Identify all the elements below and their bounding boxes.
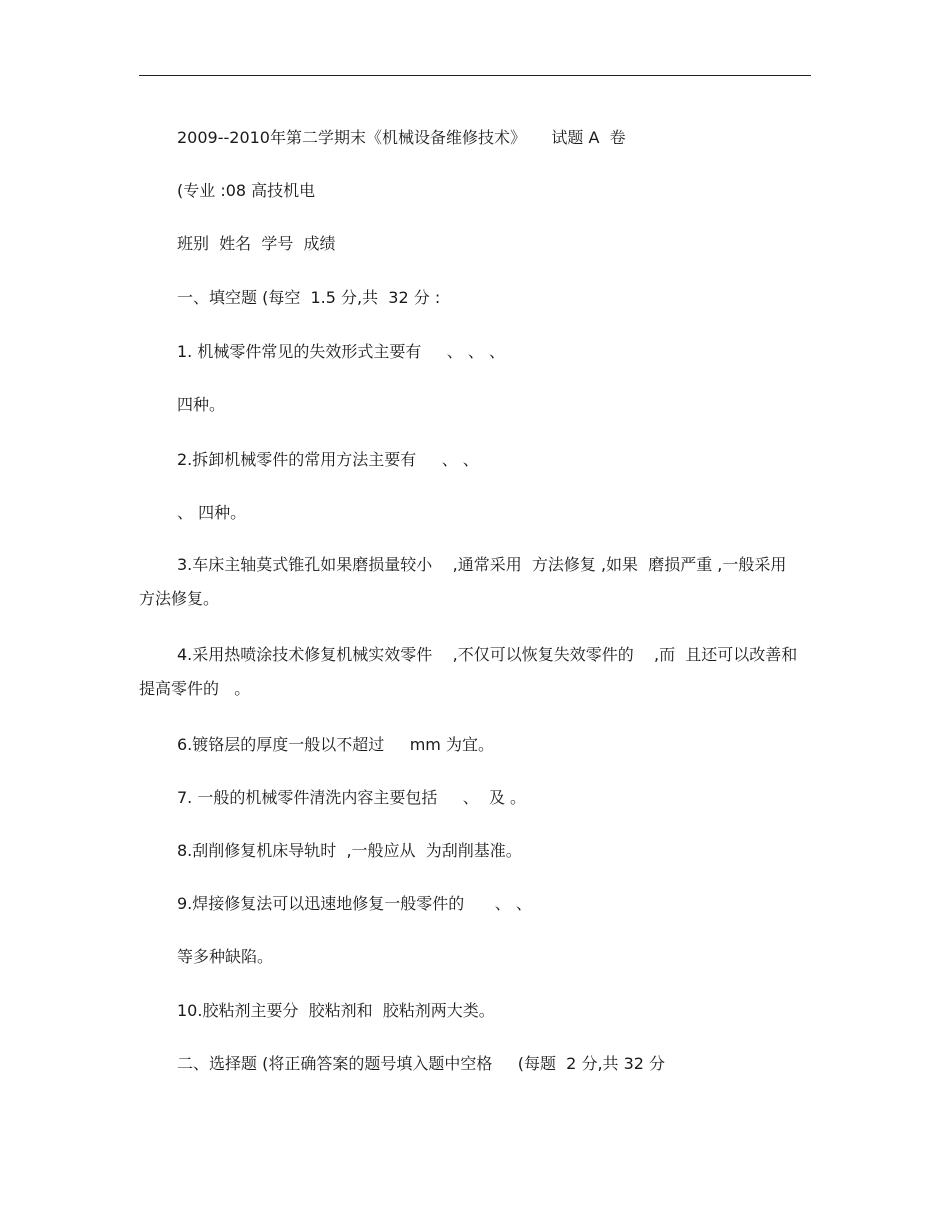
student-info-line: 班别 姓名 学号 成绩 — [177, 234, 336, 253]
question-1-cont: 四种。 — [177, 395, 226, 414]
question-7: 7. 一般的机械零件清洗内容主要包括 、 及 。 — [177, 788, 527, 807]
section-1-heading: 一、填空题 (每空 1.5 分,共 32 分 : — [177, 288, 441, 307]
question-1: 1. 机械零件常见的失效形式主要有 、 、 、 — [177, 342, 505, 361]
question-4: 4.采用热喷涂技术修复机械实效零件 ,不仅可以恢复失效零件的 ,而 且还可以改善和提高零件的 。 — [139, 645, 798, 698]
exam-major: (专业 :08 高技机电 — [177, 181, 316, 200]
question-9-cont: 等多种缺陷。 — [177, 947, 274, 966]
section-2-heading: 二、选择题 (将正确答案的题号填入题中空格 (每题 2 分,共 32 分 — [177, 1054, 666, 1073]
question-2: 2.拆卸机械零件的常用方法主要有 、 、 — [177, 450, 479, 469]
question-8: 8.刮削修复机床导轨时 ,一般应从 为刮削基准。 — [177, 841, 522, 860]
question-2-cont: 、 四种。 — [177, 503, 247, 522]
question-3: 3.车床主轴莫式锥孔如果磨损量较小 ,通常采用 方法修复 ,如果 磨损严重 ,一般采用 方法修复。 — [139, 555, 797, 608]
header-rule — [139, 75, 811, 76]
question-9: 9.焊接修复法可以迅速地修复一般零件的 、 、 — [177, 894, 532, 913]
question-10: 10.胶粘剂主要分 胶粘剂和 胶粘剂两大类。 — [177, 1001, 495, 1020]
question-6: 6.镀铬层的厚度一般以不超过 mm 为宜。 — [177, 735, 494, 754]
exam-title: 2009--2010年第二学期末《机械设备维修技术》 试题 A 卷 — [177, 128, 626, 147]
